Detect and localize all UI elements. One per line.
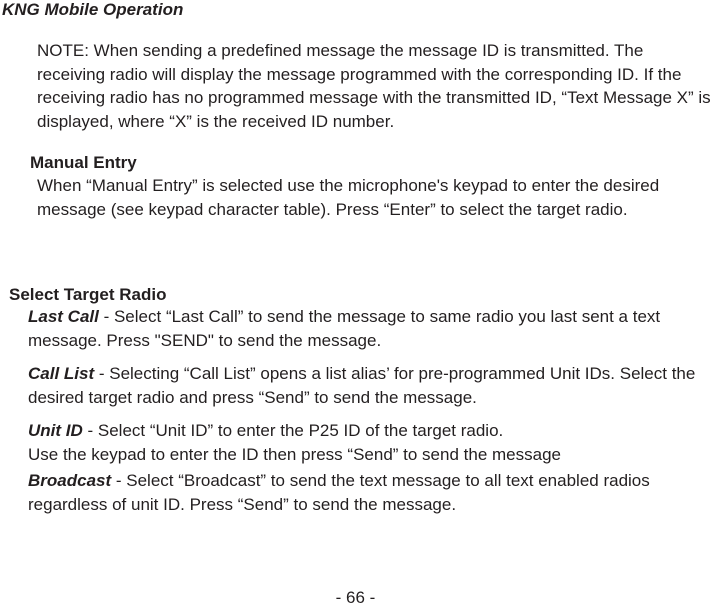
- page-number: - 66 -: [335, 588, 376, 607]
- page-header-title: KNG Mobile Operation: [2, 0, 184, 19]
- unit-id-text: - Select “Unit ID” to enter the P25 ID of the target radio.: [82, 421, 504, 440]
- note-paragraph: NOTE: When sending a predefined message the message ID is transmitted. The receiving radio will display the message programmed with the corresponding ID. If the receiving radio has no programmed message with the transmitted ID, “Text Message X” is displayed, where “X” is the received ID number.: [37, 41, 711, 131]
- unit-id-text-line2: Use the keypad to enter the ID then press “Send” to send the message: [28, 445, 561, 464]
- last-call-text: - Select “Last Call” to send the message to same radio you last sent a text message. Press "SEND" to send the message.: [28, 307, 661, 350]
- last-call-term: Last Call: [28, 307, 99, 326]
- select-target-radio-heading: Select Target Radio: [9, 285, 167, 304]
- unit-id-paragraph: [28, 419, 711, 467]
- last-call-paragraph: [28, 305, 711, 353]
- broadcast-paragraph: [28, 469, 711, 517]
- broadcast-text: - Select “Broadcast” to send the text message to all text enabled radios regardless of unit ID. Press “Send” to send the message.: [28, 471, 650, 514]
- manual-entry-heading: Manual Entry: [30, 153, 137, 172]
- call-list-text: - Selecting “Call List” opens a list alias’ for pre-programmed Unit IDs. Select the desired target radio and press “Send” to send the message.: [28, 364, 696, 407]
- unit-id-term: Unit ID: [28, 421, 83, 440]
- broadcast-term: Broadcast: [28, 471, 112, 490]
- manual-entry-paragraph: When “Manual Entry” is selected use the microphone's keypad to enter the desired message (see keypad character table). Press “Enter” to select the target radio.: [37, 176, 660, 219]
- call-list-paragraph: [28, 362, 711, 410]
- call-list-term: Call List: [28, 364, 95, 383]
